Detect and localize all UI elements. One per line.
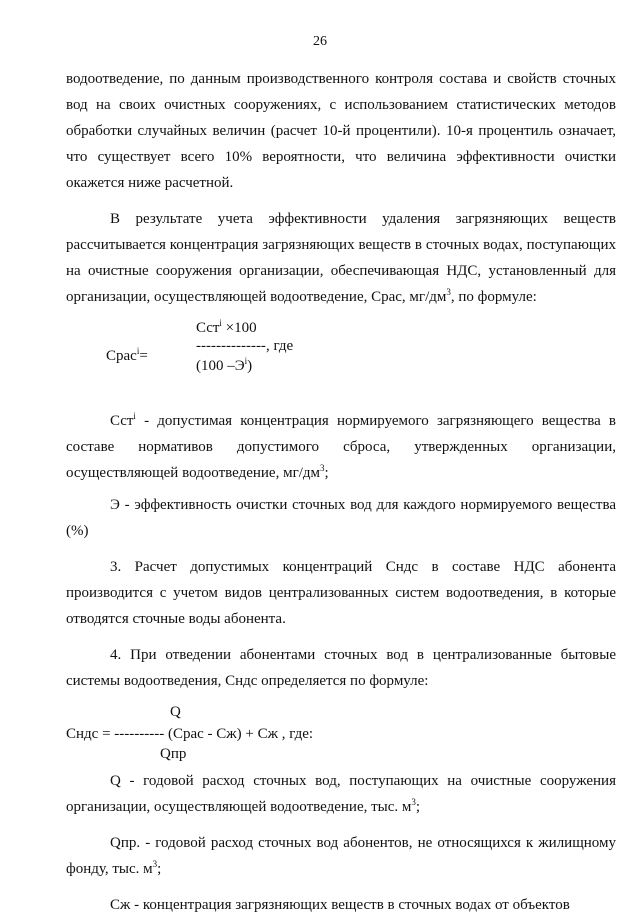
formula-crac-numerator: Сст$^i$ ×100 <box>196 318 257 336</box>
formula-crac-lhs: Срас$^i$= <box>106 346 148 364</box>
paragraph-2-text: В результате учета эффективности удаления загрязняющих веществ рассчитывается концентрация загрязняющих веществ в сточных водах, поступающих на очистные сооружения организации, обеспечивающая НДС, установленный для организации, осуществляющей водоотведение, Срас, мг/дм <box>66 211 616 305</box>
definition-cct: Сст$^i$ - допустимая концентрация нормируемого загрязняющего вещества в составе нормативов допустимого сброса, утвержденных организации, осуществляющей водоотведение, $мг/дм^3$; <box>66 411 616 481</box>
definition-qpr: Qпр. - годовой расход сточных вод абонентов, не относящихся к жилищному фонду, тыс. $м^3$; <box>66 835 616 877</box>
paragraph-2 <box>66 206 616 310</box>
paragraph-1: водоотведение, по данным производственного контроля состава и свойств сточных вод на своих очистных сооружениях, с использованием статистических методов обработки случайных величин (расчет 10-й процентили). 10-я процентиль означает, что существует всего 10% вероятности, что величина эффективности очистки окажется ниже расчетной. <box>66 71 616 191</box>
page-number: 26 <box>313 34 327 49</box>
paragraph-2-tail: , по формуле: <box>450 289 537 305</box>
formula-cnds-main: Сндс = ---------- (Срас - Сж) + Сж , где: <box>66 726 314 742</box>
formula-cnds-denominator: Qпр <box>160 746 187 762</box>
formula-cnds <box>66 702 616 762</box>
definition-q: Q - годовой расход сточных вод, поступающих на очистные сооружения организации, осуществляющей водоотведение, тыс. $м^3$; <box>66 773 616 815</box>
formula-crac-denominator: (100 $-Э^i$) <box>196 356 253 374</box>
formula-crac-fraction-line: --------------, где <box>196 338 294 354</box>
paragraph-4: 4. При отведении абонентами сточных вод в централизованные бытовые системы водоотведения, Сндс определяется по формуле: <box>66 647 616 689</box>
document-body <box>66 66 616 918</box>
definition-cj: Сж - концентрация загрязняющих веществ в сточных водах от объектов <box>110 897 570 913</box>
paragraph-2-sup: 3 <box>446 287 451 297</box>
formula-cnds-numerator: Q <box>170 704 181 720</box>
definition-e: Э - эффективность очистки сточных вод для каждого нормируемого вещества (%) <box>66 497 616 539</box>
formula-crac <box>66 318 616 402</box>
paragraph-3: 3. Расчет допустимых концентраций Сндс в составе НДС абонента производится с учетом видов централизованных систем водоотведения, в которые отводятся сточные воды абонента. <box>66 559 616 627</box>
